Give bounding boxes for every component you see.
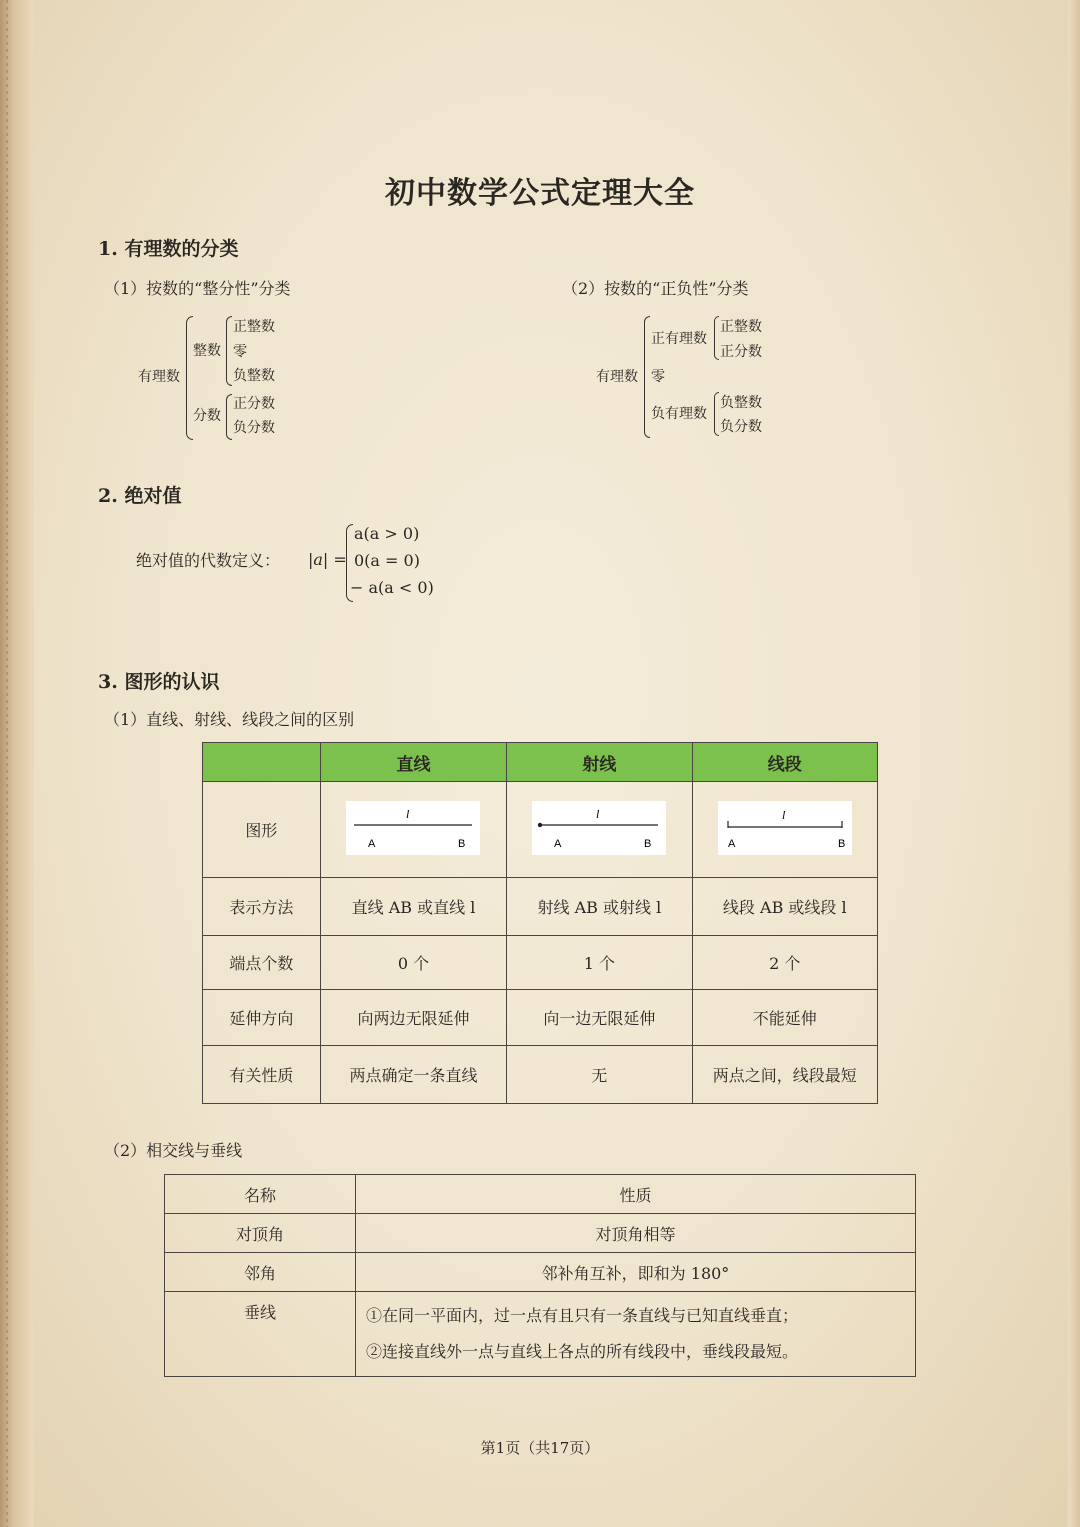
table-row — [165, 1292, 916, 1377]
table-row — [203, 782, 878, 878]
brace — [186, 316, 193, 440]
page-edge — [1068, 0, 1080, 1527]
sec3-sub1: （1）直线、射线、线段之间的区别 — [104, 710, 355, 729]
abs-case-3: − a(a < 0) — [350, 578, 434, 597]
segment-figure — [718, 801, 852, 855]
table-cell: 两点确定一条直线 — [320, 1046, 506, 1104]
figure-cell — [692, 782, 877, 878]
table-cell: 线段 AB 或线段 l — [692, 878, 877, 936]
fig-label-l: l — [596, 806, 600, 821]
sec1-right-caption: （2）按数的“正负性”分类 — [562, 279, 749, 298]
tree-leaf: 负整数 — [720, 395, 762, 411]
lines-comparison-table — [202, 742, 878, 1104]
fig-label-a: A — [727, 837, 736, 850]
perp-property-1: ①在同一平面内，过一点有且只有一条直线与已知直线垂直； — [366, 1306, 799, 1325]
tree-leaf: 负分数 — [720, 419, 762, 435]
tree-leaf: 正整数 — [233, 319, 275, 335]
table-cell: 1 个 — [507, 936, 692, 990]
fig-label-b: B — [644, 837, 652, 850]
table-cell: 对顶角相等 — [356, 1214, 916, 1253]
tree-root: 有理数 — [596, 369, 638, 385]
tree-leaf: 正整数 — [720, 319, 762, 335]
table-cell: 不能延伸 — [692, 990, 877, 1046]
sec3-sub2: （2）相交线与垂线 — [104, 1141, 243, 1160]
perp-property-2: ②连接直线外一点与直线上各点的所有线段中，垂线段最短。 — [366, 1342, 799, 1361]
brace — [714, 392, 719, 436]
tree-leaf: 负整数 — [233, 368, 275, 384]
row-label: 表示方法 — [203, 878, 321, 936]
tree-node-pos: 正有理数 — [651, 331, 707, 347]
table-cell: 向两边无限延伸 — [320, 990, 506, 1046]
header-cell: 线段 — [692, 743, 877, 782]
tree-node-int: 整数 — [193, 343, 221, 359]
table-cell: 两点之间，线段最短 — [692, 1046, 877, 1104]
tree-root: 有理数 — [138, 369, 180, 385]
row-label: 端点个数 — [203, 936, 321, 990]
abs-case-2: 0(a = 0) — [354, 551, 420, 570]
brace — [714, 316, 719, 360]
row-label: 有关性质 — [203, 1046, 321, 1104]
header-cell: 名称 — [165, 1175, 356, 1214]
line-figure — [346, 801, 480, 855]
tree-leaf: 负分数 — [233, 420, 275, 436]
table-cell: 邻补角互补，即和为 180° — [356, 1253, 916, 1292]
fig-label-b: B — [458, 837, 466, 850]
table-cell: 对顶角 — [165, 1214, 356, 1253]
table-row — [203, 990, 878, 1046]
fig-label-a: A — [554, 837, 562, 850]
row-label: 图形 — [203, 782, 321, 878]
table-cell: 射线 AB 或射线 l — [507, 878, 692, 936]
table-row — [203, 936, 878, 990]
page-footer: 第1页（共17页） — [480, 1439, 600, 1457]
table-cell: 垂线 — [165, 1292, 356, 1377]
tree-leaf: 正分数 — [720, 344, 762, 360]
table-cell: 直线 AB 或直线 l — [320, 878, 506, 936]
tree-leaf: 零 — [233, 344, 247, 360]
tree-leaf: 正分数 — [233, 396, 275, 412]
header-cell: 直线 — [320, 743, 506, 782]
intersecting-lines-table — [164, 1174, 916, 1377]
fig-label-b: B — [837, 837, 846, 850]
table-row — [203, 878, 878, 936]
table-row — [165, 1253, 916, 1292]
abs-value-label: 绝对值的代数定义： — [136, 551, 281, 570]
table-cell: 向一边无限延伸 — [507, 990, 692, 1046]
line-diagram — [346, 801, 480, 855]
sec1-left-caption: （1）按数的“整分性”分类 — [104, 279, 291, 298]
table-cell: 邻角 — [165, 1253, 356, 1292]
fig-label-l: l — [406, 806, 410, 821]
table-cell: 无 — [507, 1046, 692, 1104]
abs-value-lhs: |a| = — [308, 550, 347, 569]
doc-title: 初中数学公式定理大全 — [385, 176, 695, 211]
header-cell: 性质 — [356, 1175, 916, 1214]
figure-cell — [320, 782, 506, 878]
sec1-heading: 1. 有理数的分类 — [98, 238, 239, 260]
figure-cell — [507, 782, 692, 878]
fig-label-a: A — [368, 837, 376, 850]
table-cell: 2 个 — [692, 936, 877, 990]
ray-diagram — [532, 801, 666, 855]
fig-label-l: l — [781, 807, 786, 822]
brace — [644, 316, 650, 438]
segment-diagram — [718, 801, 852, 855]
table-cell: 0 个 — [320, 936, 506, 990]
tree-node-frac: 分数 — [193, 408, 221, 424]
book-binding — [0, 0, 34, 1527]
brace — [226, 316, 232, 386]
tree-node-neg: 负有理数 — [651, 406, 707, 422]
brace — [226, 394, 232, 440]
table-cell — [356, 1292, 916, 1377]
sec2-heading: 2. 绝对值 — [98, 485, 182, 507]
row-label: 延伸方向 — [203, 990, 321, 1046]
tree-leaf: 零 — [651, 369, 665, 385]
header-cell — [203, 743, 321, 782]
table-row — [165, 1214, 916, 1253]
ray-figure — [532, 801, 666, 855]
table-header-row — [165, 1175, 916, 1214]
table-row — [203, 1046, 878, 1104]
table-header-row — [203, 743, 878, 782]
abs-case-1: a(a > 0) — [354, 524, 420, 543]
sec3-heading: 3. 图形的认识 — [98, 671, 220, 693]
header-cell: 射线 — [507, 743, 692, 782]
